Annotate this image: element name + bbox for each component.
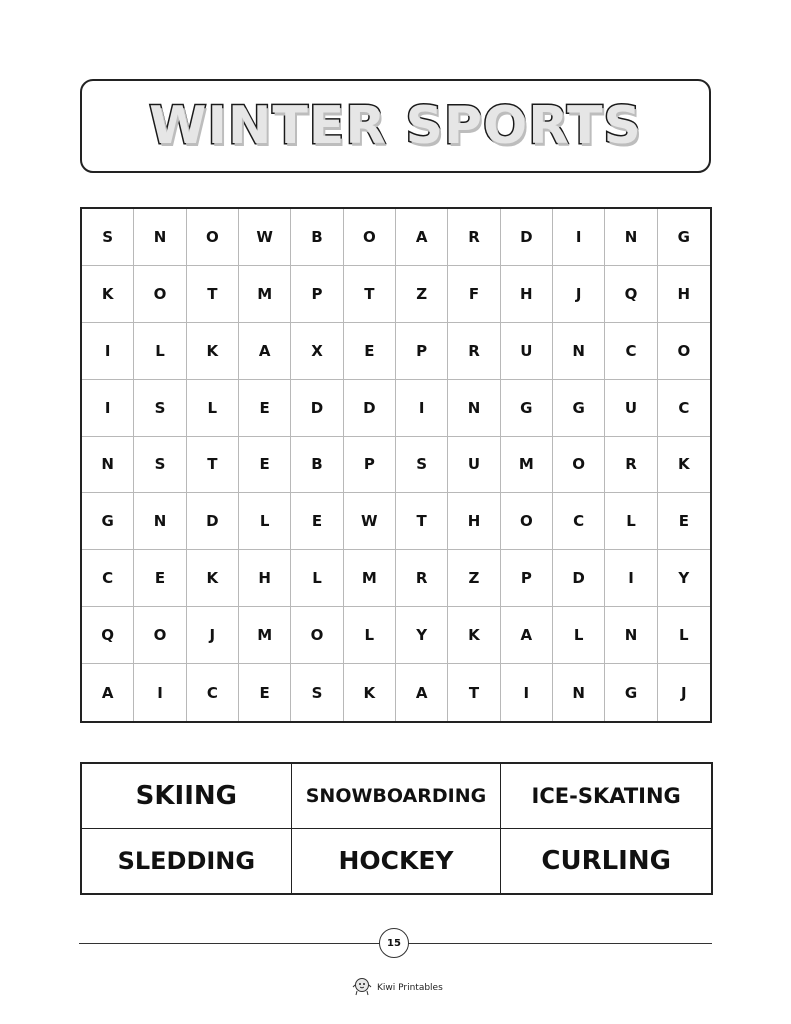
grid-cell: N — [553, 664, 605, 721]
grid-cell: X — [291, 323, 343, 380]
grid-cell: T — [448, 664, 500, 721]
grid-cell: I — [501, 664, 553, 721]
grid-cell: A — [396, 209, 448, 266]
grid-cell: P — [501, 550, 553, 607]
grid-cell: D — [553, 550, 605, 607]
grid-cell: N — [605, 209, 657, 266]
grid-cell: H — [239, 550, 291, 607]
grid-cell: K — [344, 664, 396, 721]
grid-cell: D — [291, 380, 343, 437]
grid-cell: D — [501, 209, 553, 266]
grid-cell: I — [396, 380, 448, 437]
grid-cell: C — [187, 664, 239, 721]
grid-cell: N — [134, 493, 186, 550]
grid-cell: M — [501, 437, 553, 494]
grid-cell: L — [187, 380, 239, 437]
word-bank-item: SKIING — [82, 764, 292, 829]
grid-cell: P — [291, 266, 343, 323]
grid-cell: H — [658, 266, 710, 323]
grid-cell: S — [396, 437, 448, 494]
grid-cell: B — [291, 437, 343, 494]
grid-cell: O — [187, 209, 239, 266]
grid-cell: G — [501, 380, 553, 437]
grid-cell: K — [187, 323, 239, 380]
grid-cell: O — [658, 323, 710, 380]
grid-cell: C — [605, 323, 657, 380]
grid-cell: N — [553, 323, 605, 380]
grid-cell: J — [553, 266, 605, 323]
grid-cell: A — [501, 607, 553, 664]
brand — [352, 977, 443, 999]
grid-cell: H — [501, 266, 553, 323]
grid-cell: C — [82, 550, 134, 607]
grid-cell: L — [291, 550, 343, 607]
brand-name: Kiwi Printables — [377, 983, 443, 993]
grid-cell: N — [134, 209, 186, 266]
grid-cell: G — [605, 664, 657, 721]
grid-cell: O — [291, 607, 343, 664]
grid-cell: M — [239, 266, 291, 323]
grid-cell: G — [553, 380, 605, 437]
grid-cell: N — [605, 607, 657, 664]
grid-cell: D — [187, 493, 239, 550]
grid-cell: K — [82, 266, 134, 323]
grid-cell: Y — [396, 607, 448, 664]
grid-cell: I — [82, 323, 134, 380]
word-bank-item: CURLING — [541, 845, 671, 876]
grid-cell: C — [658, 380, 710, 437]
grid-cell: J — [681, 683, 687, 702]
grid-cell: B — [291, 209, 343, 266]
grid-cell: T — [396, 493, 448, 550]
grid-cell: I — [134, 664, 186, 721]
grid-cell: N — [82, 437, 134, 494]
page-number: 15 — [379, 928, 409, 958]
grid-cell: G — [82, 493, 134, 550]
page-title: WINTER SPORTS — [149, 96, 642, 156]
grid-cell: U — [448, 437, 500, 494]
grid-cell: P — [344, 437, 396, 494]
grid-cell: A — [396, 664, 448, 721]
grid-cell: O — [501, 493, 553, 550]
grid-cell: E — [239, 437, 291, 494]
grid-cell: T — [344, 266, 396, 323]
grid-cell: H — [448, 493, 500, 550]
grid-cell: M — [344, 550, 396, 607]
grid-cell: R — [396, 550, 448, 607]
grid-cell: M — [239, 607, 291, 664]
grid-cell: U — [501, 323, 553, 380]
word-bank-item: SLEDDING — [82, 829, 292, 894]
word-bank — [80, 762, 713, 895]
grid-cell: S — [291, 664, 343, 721]
grid-cell: N — [448, 380, 500, 437]
kiwi-mascot-icon — [352, 976, 372, 1000]
grid-cell: L — [658, 607, 710, 664]
grid-cell: A — [239, 323, 291, 380]
grid-cell: Q — [82, 607, 134, 664]
grid-cell: G — [658, 209, 710, 266]
letter-grid — [80, 207, 712, 723]
grid-cell: J — [187, 607, 239, 664]
grid-cell: S — [134, 437, 186, 494]
grid-cell: L — [553, 607, 605, 664]
grid-cell: R — [448, 209, 500, 266]
grid-cell: T — [187, 266, 239, 323]
title-box — [80, 79, 711, 173]
grid-cell: U — [605, 380, 657, 437]
grid-cell: E — [239, 664, 291, 721]
grid-cell: E — [658, 493, 710, 550]
grid-cell: K — [448, 607, 500, 664]
grid-cell: D — [344, 380, 396, 437]
grid-cell: O — [134, 266, 186, 323]
grid-cell: O — [344, 209, 396, 266]
word-bank-item: ICE-SKATING — [501, 764, 711, 829]
grid-cell: O — [553, 437, 605, 494]
grid-cell: E — [291, 493, 343, 550]
grid-cell: E — [239, 380, 291, 437]
grid-cell: A — [82, 664, 134, 721]
grid-cell: W — [344, 493, 396, 550]
word-bank-item: SNOWBOARDING — [292, 764, 502, 829]
grid-cell: I — [553, 209, 605, 266]
grid-cell: E — [134, 550, 186, 607]
grid-cell: Y — [658, 550, 710, 607]
grid-cell: T — [187, 437, 239, 494]
grid-cell: P — [396, 323, 448, 380]
grid-cell: C — [553, 493, 605, 550]
grid-cell: K — [187, 550, 239, 607]
grid-cell: Z — [396, 266, 448, 323]
grid-cell: R — [605, 437, 657, 494]
grid-cell: L — [134, 323, 186, 380]
grid-cell: S — [82, 209, 134, 266]
grid-cell: R — [448, 323, 500, 380]
grid-cell: L — [605, 493, 657, 550]
grid-cell: Z — [448, 550, 500, 607]
grid-cell: I — [82, 380, 134, 437]
grid-cell: L — [239, 493, 291, 550]
grid-cell: E — [344, 323, 396, 380]
grid-cell: L — [344, 607, 396, 664]
grid-cell: F — [448, 266, 500, 323]
grid-cell: K — [658, 437, 710, 494]
grid-cell: Q — [605, 266, 657, 323]
grid-cell: S — [134, 380, 186, 437]
grid-cell: O — [134, 607, 186, 664]
grid-cell: I — [605, 550, 657, 607]
word-bank-item: HOCKEY — [292, 829, 502, 894]
grid-cell: W — [239, 209, 291, 266]
